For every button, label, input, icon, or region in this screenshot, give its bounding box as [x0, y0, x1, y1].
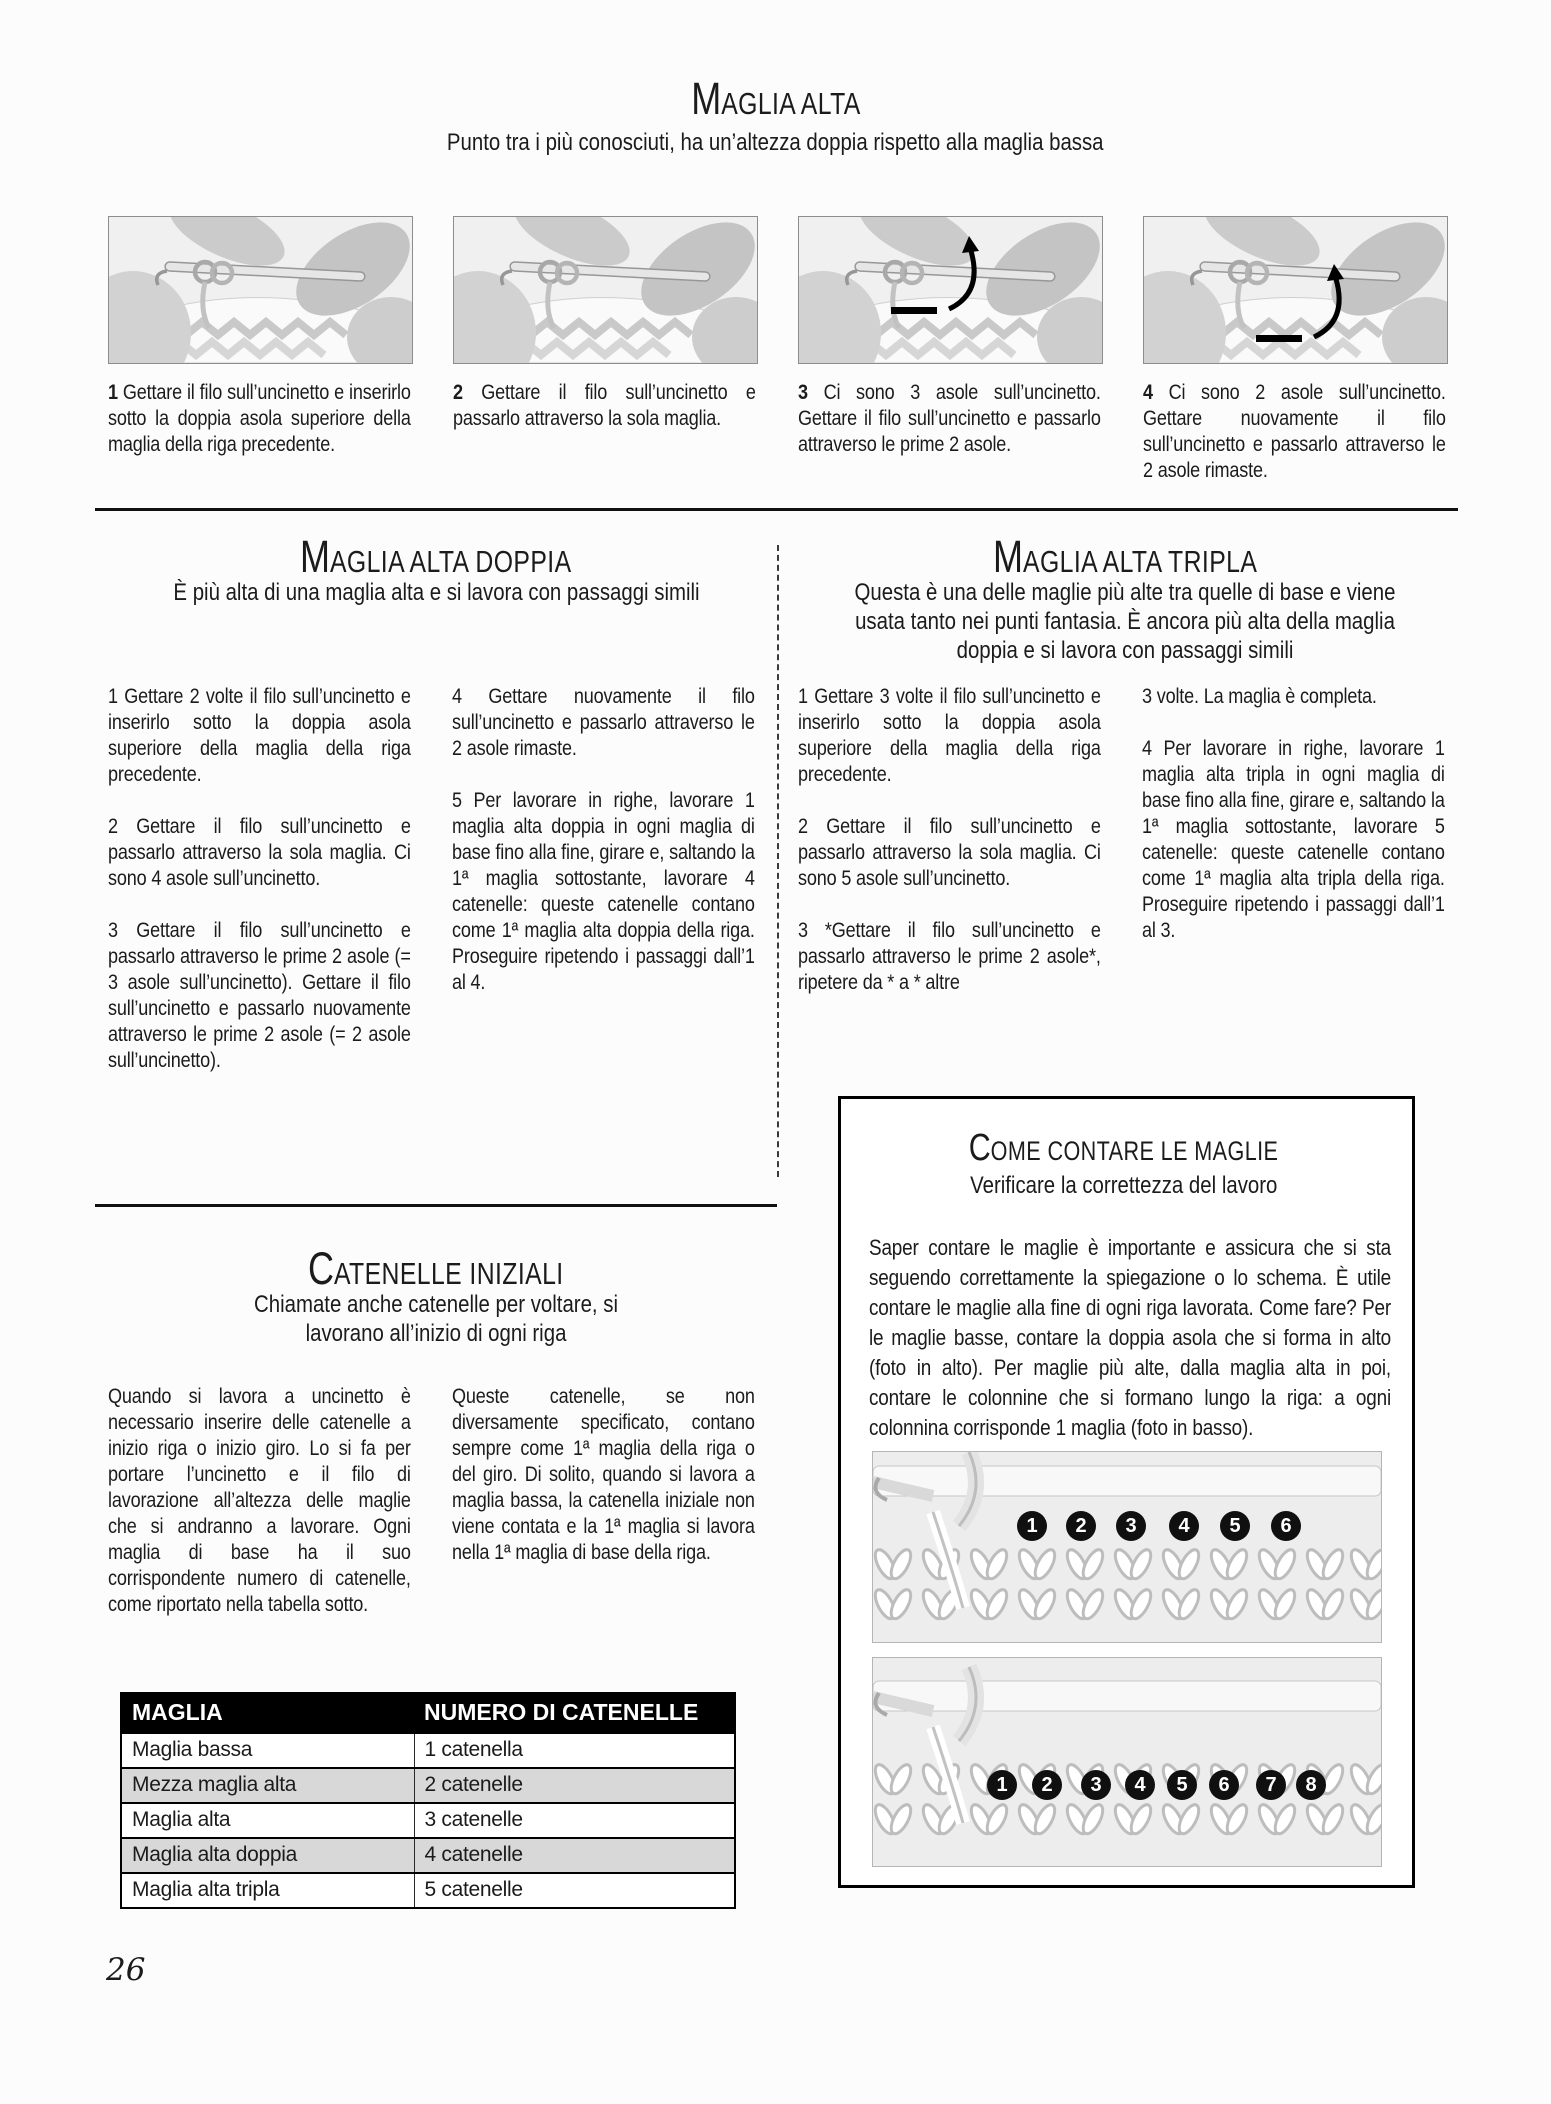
catenelle-column-2: [452, 1384, 755, 1592]
paragraph: 2 Gettare il filo sull’uncinetto e passarlo attraverso la sola maglia. Ci sono 4 asole sull’uncinetto.: [108, 815, 411, 890]
stitch-number-badge: 2: [1032, 1770, 1062, 1800]
paragraph: 3 Gettare il filo sull’uncinetto e passarlo attraverso le prime 2 asole (= 3 asole sull’uncinetto). Gettare il filo sull’uncinetto e passarlo nuovamente attraverso le prime 2 asole (= 2 asole sull’uncinetto).: [108, 919, 411, 1072]
horizontal-rule-left: [95, 1204, 777, 1207]
table-row: Maglia alta doppia 4 catenelle: [121, 1838, 735, 1873]
step-number: 3: [798, 381, 808, 404]
tripla-column-2: [1142, 684, 1445, 970]
page-title: [0, 73, 1551, 124]
table-header-row: [121, 1693, 735, 1733]
horizontal-rule-top: [95, 508, 1458, 511]
treble-row-illustration: [873, 1658, 1381, 1866]
step-number: 1: [108, 381, 118, 404]
step-photo-3: [798, 216, 1103, 364]
section-title-tripla: MAGLIA ALTA TRIPLA: [992, 531, 1258, 582]
step-number: 4: [1143, 381, 1153, 404]
section-title-doppia: MAGLIA ALTA DOPPIA: [300, 531, 572, 582]
stitch-number-badge: 7: [1256, 1770, 1286, 1800]
stitch-number-badge: 3: [1116, 1511, 1146, 1541]
stitch-number-badge: 6: [1271, 1511, 1301, 1541]
section-divider-dashed: [777, 545, 779, 1177]
crochet-hands-illustration: [109, 217, 412, 363]
step-number: 2: [453, 381, 463, 404]
count-photo-bottom: [872, 1657, 1382, 1867]
table-header-catenelle: NUMERO DI CATENELLE: [414, 1693, 735, 1733]
box-subtitle: Verificare la correttezza del lavoro: [969, 1172, 1278, 1199]
tripla-column-1: [798, 684, 1101, 1022]
hands-and-hook-art: [454, 217, 757, 363]
paragraph: 3 volte. La maglia è completa.: [1142, 685, 1377, 708]
table-header-maglia: MAGLIA: [121, 1693, 414, 1733]
stitch-number-badge: 5: [1167, 1770, 1197, 1800]
box-title: COME CONTARE LE MAGLIE: [968, 1127, 1279, 1169]
paragraph: 5 Per lavorare in righe, lavorare 1 maglia alta doppia in ogni maglia di base fino alla fine, girare e, saltando la 1ª maglia sottostante, lavorare 4 catenelle: queste catenelle contano come 1ª maglia alta doppia della riga. Proseguire ripetendo i passaggi dall’1 al 4.: [452, 789, 755, 994]
step-photo-1: [108, 216, 413, 364]
paragraph: 1 Gettare 2 volte il filo sull’uncinetto e inserirlo sotto la doppia asola superiore della maglia della riga precedente.: [108, 685, 411, 786]
chain-row-illustration: [873, 1452, 1381, 1642]
stitch-number-badge: 1: [987, 1770, 1017, 1800]
stitch-number-badge: 4: [1125, 1770, 1155, 1800]
section-title-catenelle: CATENELLE INIZIALI: [308, 1243, 564, 1294]
paragraph: 4 Per lavorare in righe, lavorare 1 maglia alta tripla in ogni maglia di base fino alla fine, girare e, saltando la 1ª maglia sottostante, lavorare 5 catenelle: queste catenelle contano come 1ª maglia alta tripla della riga. Proseguire ripetendo i passaggi dall’1 al 3.: [1142, 737, 1445, 942]
paragraph: Quando si lavora a uncinetto è necessario inserire delle catenelle a inizio riga o inizio giro. Lo si fa per portare l’uncinetto e il filo di lavorazione all’altezza delle maglie che si andranno a lavorare. Ogni maglia di base ha il suo corrispondente numero di catenelle, come riportato nella tabella sotto.: [108, 1385, 411, 1616]
paragraph: Queste catenelle, se non diversamente specificato, contano sempre come 1ª maglia della riga o del giro. Di solito, quando si lavora a maglia bassa, la catenella iniziale non viene contata e la 1ª maglia si lavora nella 1ª maglia di base della riga.: [452, 1385, 755, 1564]
stitch-number-badge: 2: [1066, 1511, 1096, 1541]
page-title-initial: M: [690, 73, 721, 124]
stitch-number-badge: 5: [1220, 1511, 1250, 1541]
count-photo-top: [872, 1451, 1382, 1643]
table-row: Maglia alta tripla 5 catenelle: [121, 1873, 735, 1908]
step-photo-2: [453, 216, 758, 364]
step-caption-1: 1 Gettare il filo sull’uncinetto e inserirlo sotto la doppia asola superiore della maglia della riga precedente.: [108, 381, 411, 456]
paragraph: 1 Gettare 3 volte il filo sull’uncinetto e inserirlo sotto la doppia asola superiore della maglia della riga precedente.: [798, 685, 1101, 786]
page-title-rest: AGLIA ALTA: [720, 86, 861, 121]
stitch-number-badge: 8: [1296, 1770, 1326, 1800]
box-body-text: Saper contare le maglie è importante e assicura che si sta seguendo correttamente la spiegazione o lo schema. È utile contare le maglie alla fine di ogni riga lavorata. Come fare? Per le maglie basse, contare la doppia asola che si forma in alto (foto in alto). Per maglie più alte, dalla maglia alta in poi, contare le colonnine che si formano lungo la riga: a ogni colonnina corrisponde 1 maglia (foto in basso).: [869, 1235, 1392, 1440]
paragraph: 4 Gettare nuovamente il filo sull’uncinetto e passarlo attraverso le 2 asole rimaste.: [452, 685, 755, 760]
chain-count-table: [120, 1692, 736, 1909]
doppia-column-2: [452, 684, 755, 1022]
crochet-hands-illustration: [799, 217, 1102, 363]
step-caption-2: 2 Gettare il filo sull’uncinetto e passarlo attraverso la sola maglia.: [453, 381, 756, 430]
step-caption-4: 4 Ci sono 2 asole sull’uncinetto. Gettare nuovamente il filo sull’uncinetto e passarlo attraverso le 2 asole rimaste.: [1143, 381, 1446, 482]
crochet-hands-illustration: [1144, 217, 1447, 363]
count-stitches-box: [838, 1096, 1415, 1888]
step-caption-3: 3 Ci sono 3 asole sull’uncinetto. Gettare il filo sull’uncinetto e passarlo attraverso le prime 2 asole.: [798, 381, 1101, 456]
stitch-number-badge: 6: [1209, 1770, 1239, 1800]
catenelle-column-1: [108, 1384, 411, 1644]
table-row: Maglia bassa 1 catenella: [121, 1733, 735, 1768]
paragraph: 2 Gettare il filo sull’uncinetto e passarlo attraverso la sola maglia. Ci sono 5 asole sull’uncinetto.: [798, 815, 1101, 890]
page-number: 26: [106, 1952, 146, 1988]
section-subtitle-tripla: Questa è una delle maglie più alte tra quelle di base e viene usata tanto nei punti fantasia. È ancora più alta della maglia doppia e si lavora con passaggi simili: [854, 579, 1396, 664]
stitch-number-badge: 3: [1081, 1770, 1111, 1800]
section-subtitle-catenelle: Chiamate anche catenelle per voltare, si lavorano all’inizio di ogni riga: [253, 1291, 619, 1347]
crochet-hands-illustration: [454, 217, 757, 363]
paragraph: 3 *Gettare il filo sull’uncinetto e passarlo attraverso le prime 2 asole*, ripetere da * a * altre: [798, 919, 1101, 994]
section-subtitle-doppia: È più alta di una maglia alta e si lavora con passaggi simili: [172, 579, 700, 606]
hands-and-hook-art: [109, 217, 412, 363]
stitch-number-badge: 4: [1169, 1511, 1199, 1541]
table-row: Mezza maglia alta 2 catenelle: [121, 1768, 735, 1803]
table-row: Maglia alta 3 catenelle: [121, 1803, 735, 1838]
stitch-number-badge: 1: [1017, 1511, 1047, 1541]
doppia-column-1: [108, 684, 411, 1100]
step-photo-4: [1143, 216, 1448, 364]
page-subtitle: Punto tra i più conosciuti, ha un’altezza doppia rispetto alla maglia bassa: [447, 129, 1104, 156]
